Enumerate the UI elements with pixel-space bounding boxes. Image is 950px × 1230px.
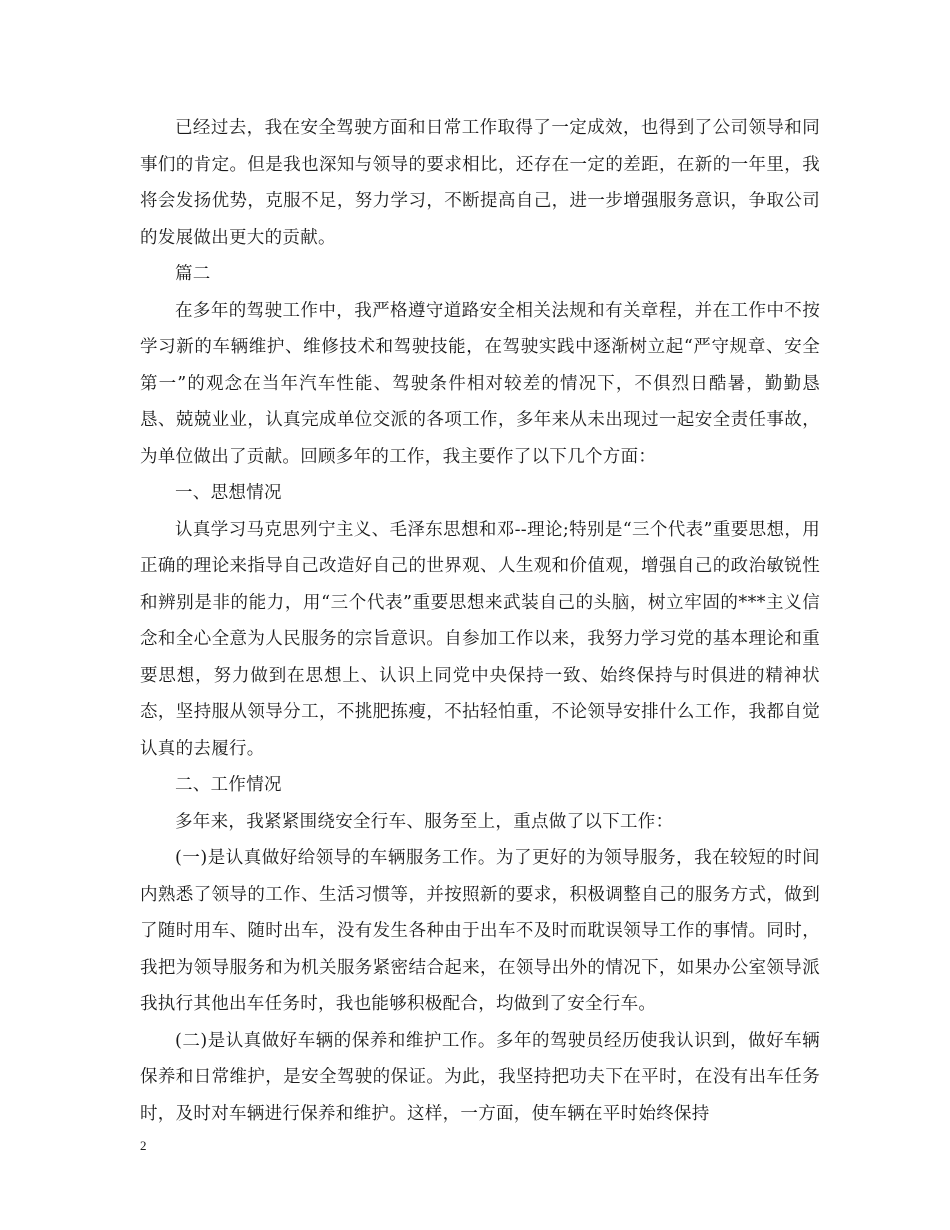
page-number: 2	[140, 1138, 147, 1153]
paragraph-driving-overview: 在多年的驾驶工作中，我严格遵守道路安全相关法规和有关章程，并在工作中不按学习新的车辆维护、维修技术和驾驶技能，在驾驶实践中逐渐树立起“严守规章、安全第一”的观念在当年汽车性能、驾驶条件相对较差的情况下，不俱烈日酷暑，勤勤恳恳、兢兢业业，认真完成单位交派的各项工作，多年来从未出现过一起安全责任事故，为单位做出了贡献。回顾多年的工作，我主要作了以下几个方面：	[140, 300, 820, 467]
heading-ideology: 一、思想情况	[175, 483, 282, 503]
document-body	[140, 110, 820, 1132]
paragraph-work-intro: 多年来，我紧紧围绕安全行车、服务至上，重点做了以下工作：	[175, 811, 674, 832]
heading-work: 二、工作情况	[175, 775, 282, 795]
paragraph-work-item-1: (一)是认真做好给领导的车辆服务工作。为了更好的为领导服务，我在较短的时间内熟悉了领导的工作、生活习惯等，并按照新的要求，积极调整自己的服务方式，做到了随时用车、随时出车，没有发生各种由于出车不及时而耽误领导工作的事情。同时，我把为领导服务和为机关服务紧密结合起来，在领导出外的情况下，如果办公室领导派我执行其他出车任务时，我也能够积极配合，均做到了安全行车。	[140, 848, 820, 1014]
section-title-part-two: 篇二	[175, 264, 211, 284]
paragraph-work-item-2: (二)是认真做好车辆的保养和维护工作。多年的驾驶员经历使我认识到，做好车辆保养和日常维护，是安全驾驶的保证。为此，我坚持把功夫下在平时，在没有出车任务时，及时对车辆进行保养和维护。这样，一方面，使车辆在平时始终保持	[140, 1030, 820, 1124]
paragraph-ideology: 认真学习马克思列宁主义、毛泽东思想和邓--理论;特别是“三个代表”重要思想，用正确的理论来指导自己改造好自己的世界观、人生观和价值观，增强自己的政治敏锐性和辨别是非的能力，用“三个代表”重要思想来武装自己的头脑，树立牢固的***主义信念和全心全意为人民服务的宗旨意识。自参加工作以来，我努力学习党的基本理论和重要思想，努力做到在思想上、认识上同党中央保持一致、始终保持与时俱进的精神状态，坚持服从领导分工，不挑肥拣瘦，不拈轻怕重，不论领导安排什么工作，我都自觉认真的去履行。	[140, 519, 820, 759]
paragraph-closing-summary: 已经过去，我在安全驾驶方面和日常工作取得了一定成效，也得到了公司领导和同事们的肯定。但是我也深知与领导的要求相比，还存在一定的差距，在新的一年里，我将会发扬优势，克服不足，努力学习，不断提高自己，进一步增强服务意识，争取公司的发展做出更大的贡献。	[140, 118, 820, 248]
